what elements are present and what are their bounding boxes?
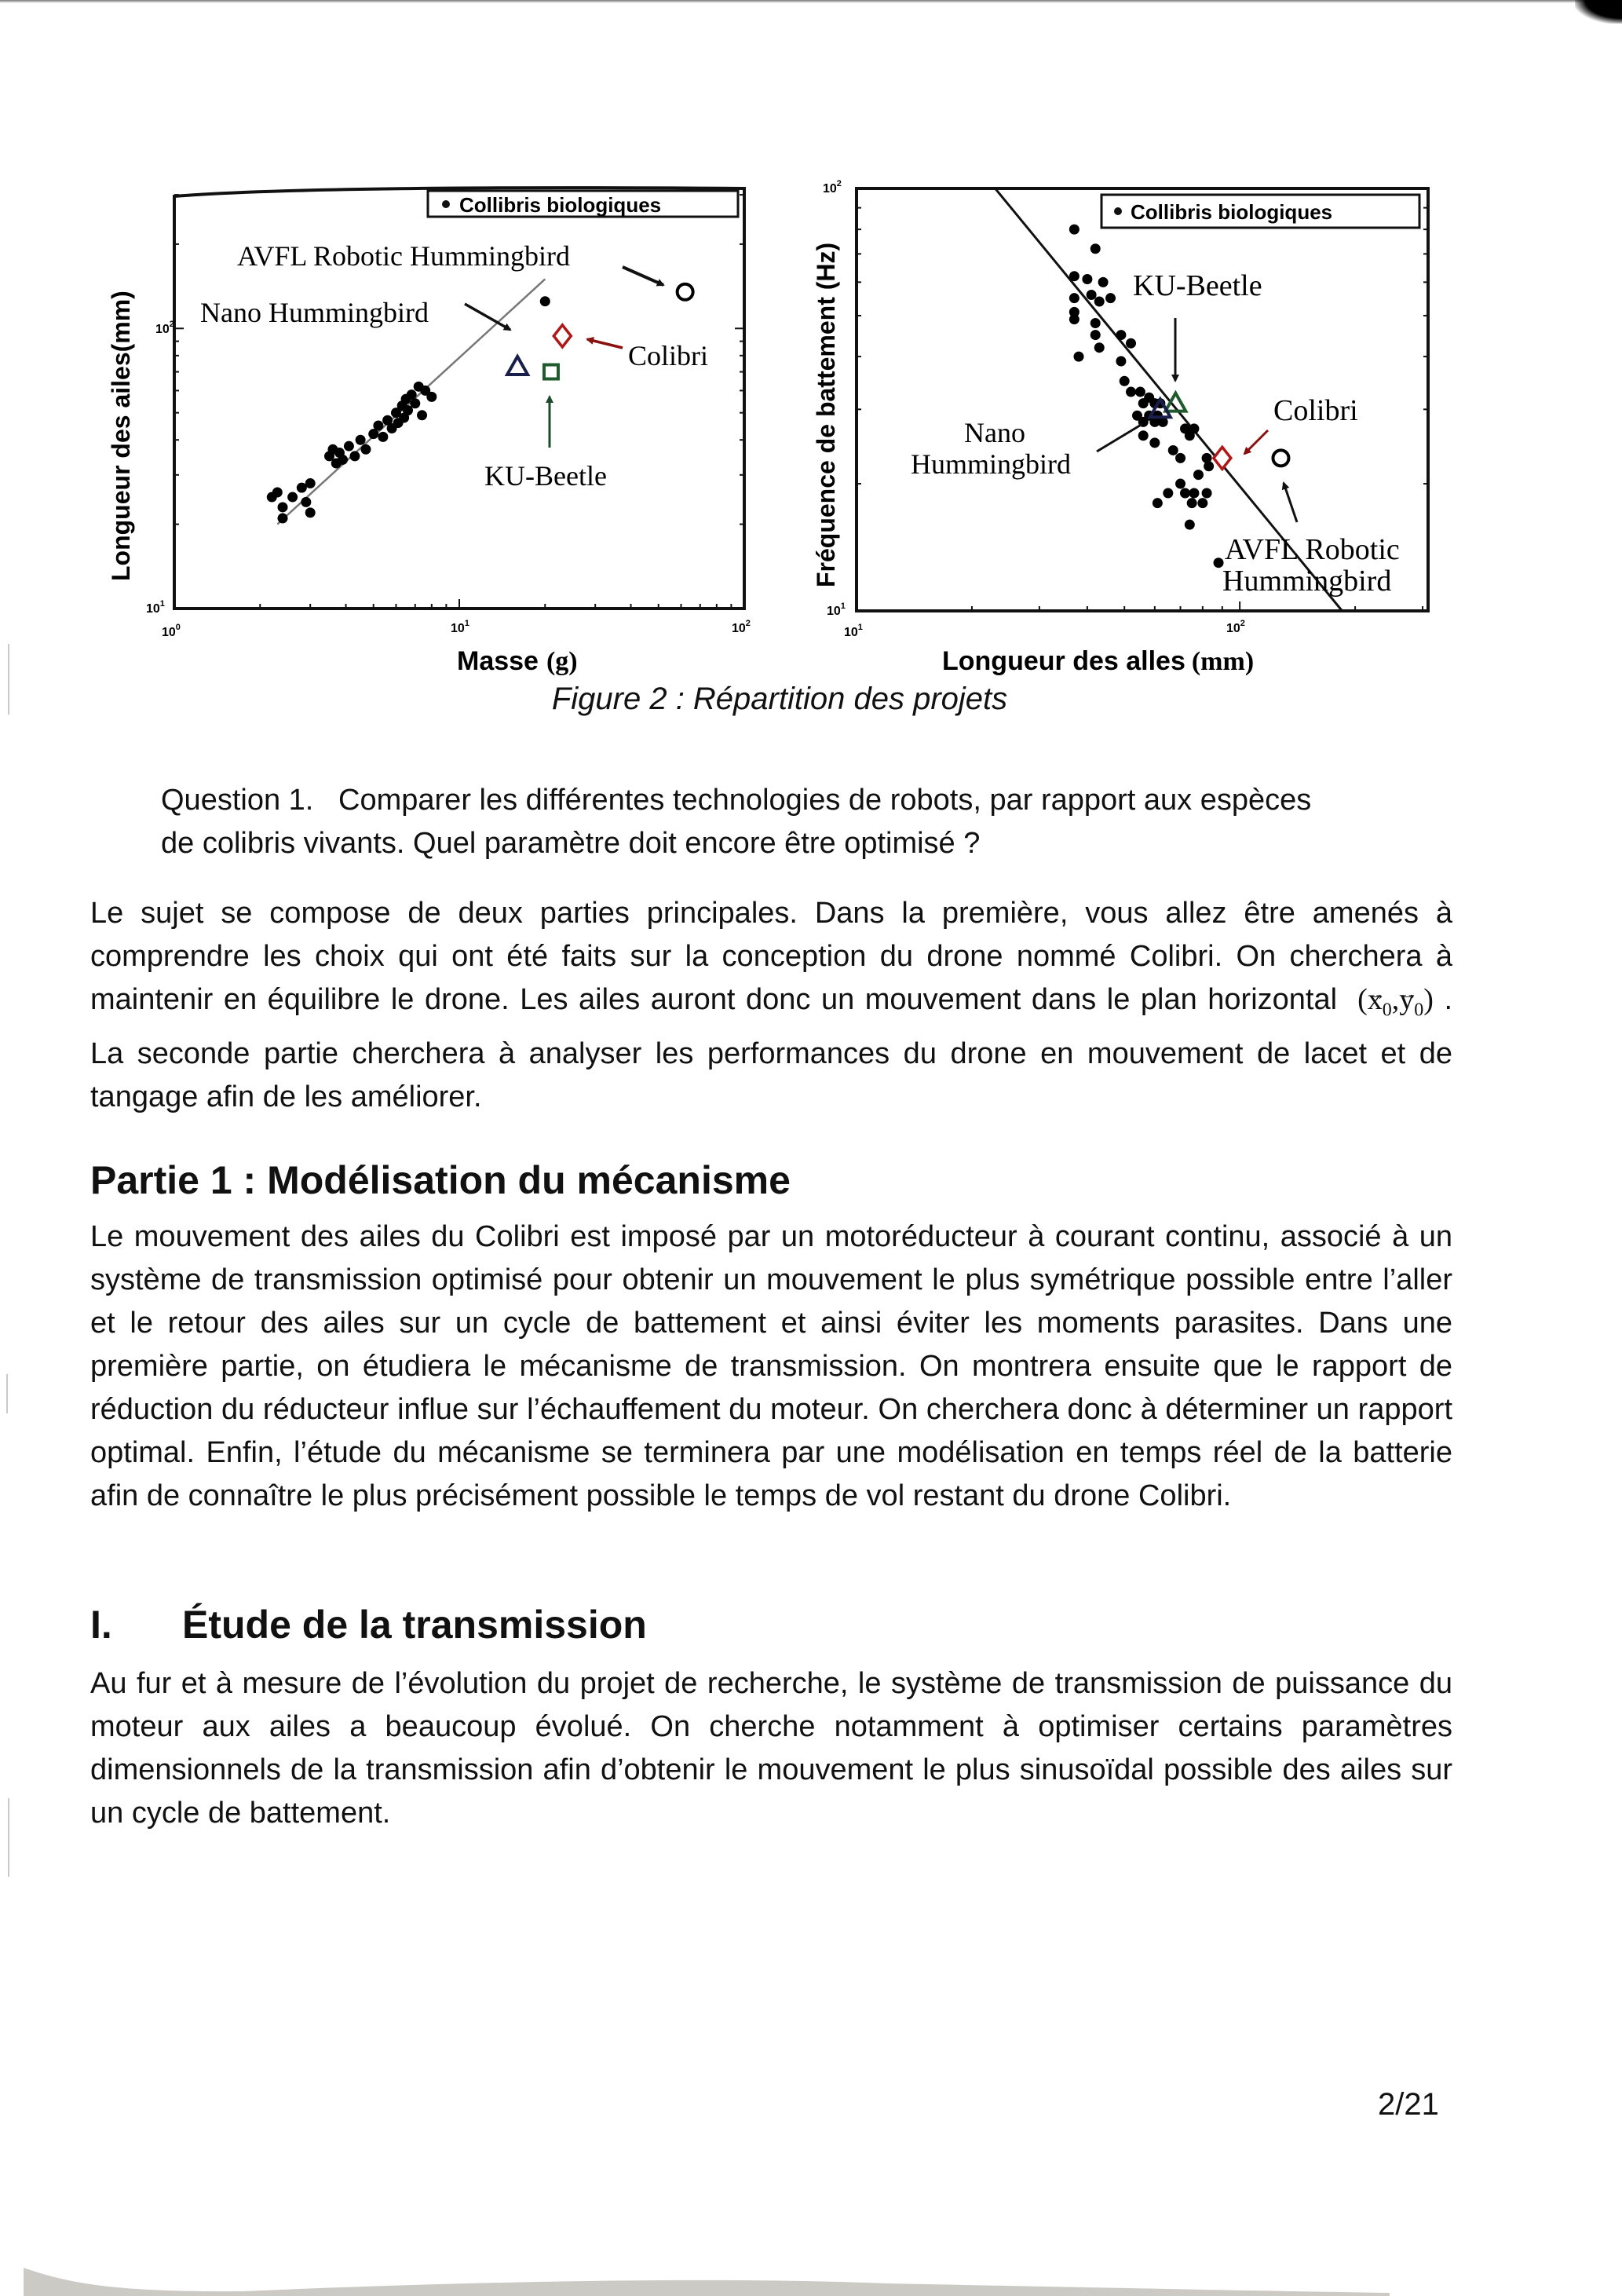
filled-circle-marker-icon [1149,437,1160,448]
filled-circle-marker-icon [1082,274,1092,284]
filled-circle-marker-icon [1090,330,1101,340]
margin-mark [6,1374,8,1413]
filled-circle-marker-icon [272,487,283,497]
y-axis-label: Fréquence de battement (Hz) [812,242,840,587]
section-title: Étude de la transmission [182,1603,647,1647]
filled-circle-marker-icon [1204,461,1214,471]
pointer-line [1097,424,1142,452]
annotation-nano-line2: Hummingbird [911,448,1071,480]
filled-circle-marker-icon [301,497,311,507]
filled-circle-marker-icon [1135,387,1145,397]
tick-x-100: $10^2$ [732,619,751,635]
open-diamond-marker-icon [1214,447,1231,469]
filled-circle-marker-icon [1153,498,1163,508]
filled-circle-marker-icon [1180,488,1190,499]
filled-circle-marker-icon [344,441,354,452]
y-axis-label: Longueur des ailes(mm) [107,291,135,581]
tick-x-100: $10^2$ [1226,619,1245,635]
annotation-ku-beetle: KU-Beetle [1133,269,1262,302]
filled-circle-marker-icon [287,492,298,503]
open-circle-marker-icon [678,284,693,300]
filled-circle-marker-icon [1098,277,1109,287]
tick-x-10: $10^1$ [844,623,863,639]
filled-circle-marker-icon [1163,488,1173,499]
section-number: I. [90,1603,112,1647]
filled-circle-marker-icon [1069,271,1080,281]
tick-y-100: $10^2$ [155,320,174,336]
filled-circle-marker-icon [378,432,388,442]
arrow-icon [1284,483,1297,522]
arrow-icon [587,339,623,348]
filled-circle-marker-icon [1069,314,1080,324]
tick-y-10: $10^1$ [146,599,165,616]
part-1-heading: Partie 1 : Modélisation du mécanisme [90,1158,791,1202]
annotation-colibri: Colibri [628,340,709,371]
filled-circle-marker-icon [1202,488,1212,499]
filled-circle-marker-icon [1116,330,1126,340]
filled-circle-marker-icon [305,478,316,488]
filled-circle-marker-icon [278,514,288,524]
filled-circle-marker-icon [305,507,316,517]
open-triangle-marker-icon [507,356,528,375]
filled-circle-marker-icon [1094,342,1105,353]
question-text-line1: Comparer les différentes technologies de robots, par rapport aux espèces [338,784,1312,817]
tick-x-1: $10^0$ [162,623,181,639]
legend-dot-icon [442,200,450,208]
filled-circle-marker-icon [349,451,360,461]
margin-mark [8,1798,9,1877]
filled-circle-marker-icon [1126,338,1136,349]
filled-circle-marker-icon [1189,488,1199,499]
filled-circle-marker-icon [1185,520,1195,530]
filled-circle-marker-icon [1138,430,1149,441]
filled-circle-marker-icon [1116,356,1126,367]
filled-circle-marker-icon [407,389,417,400]
intro-paragraph [90,892,1452,1119]
open-square-marker-icon [544,365,558,379]
open-diamond-marker-icon [553,325,571,347]
question-text-line2: de colibris vivants. Quel paramètre doit encore être optimisé ? [161,827,981,860]
chart-mass-vs-wing-length [107,188,751,676]
filled-circle-marker-icon [1120,376,1130,386]
part-1-paragraph: Le mouvement des ailes du Colibri est imposé par un motoréducteur à courant continu, associé à un système de transmission optimisé pour obtenir un mouvement le plus symétrique possible entre l’aller et le retour des ailes sur un cycle de battement et ainsi éviter les moments parasites. Dans une première partie, on étudiera le mécanisme de transmission. On montrera ensuite que le rapport de réduction du réducteur influe sur l’échauffement du moteur. On cherchera donc à déterminer un rapport optimal. Enfin, l’étude du mécanisme se terminera par une modélisation en temps réel de la batterie afin de connaître le plus précisément possible le temps de vol restant du drone Colibri. [90,1220,1452,1512]
legend-dot-icon [1114,207,1122,215]
filled-circle-marker-icon [1175,479,1185,489]
filled-circle-marker-icon [1087,290,1097,300]
annotation-nano: Nano Hummingbird [200,297,429,328]
figure-caption [0,682,1622,717]
question-label: Question 1. [161,784,314,817]
filled-circle-marker-icon [373,420,383,430]
annotation-avfl-line1: AVFL Robotic [1225,533,1400,566]
filled-circle-marker-icon [1105,293,1116,303]
scan-bottom-edge [24,2265,1390,2296]
open-circle-marker-icon [1273,450,1288,466]
filled-circle-marker-icon [1069,293,1080,303]
filled-circle-marker-icon [356,435,366,445]
filled-circle-marker-icon [1090,318,1101,328]
math-plane: (→ $x_0,\to y_0$) [1348,983,1434,1016]
annotation-nano-line1: Nano [964,417,1025,448]
x-minor-ticks [174,599,744,609]
filled-circle-marker-icon [338,455,348,465]
filled-circle-marker-icon [1126,387,1136,397]
chart-wing-length-vs-frequency [812,179,1428,676]
filled-circle-marker-icon [278,502,288,512]
filled-circle-marker-icon [1197,498,1207,508]
annotation-avfl: AVFL Robotic Hummingbird [237,240,571,272]
page-number: 2/21 [1378,2087,1439,2122]
legend [428,191,738,217]
filled-circle-marker-icon [1175,453,1185,463]
filled-circle-marker-icon [540,296,550,306]
figure-2 [0,0,1622,722]
arrow-icon [1244,430,1268,454]
tick-y-10: $10^1$ [827,601,846,618]
filled-circle-marker-icon [1189,423,1199,433]
annotation-avfl-line2: Hummingbird [1222,565,1392,598]
tick-x-10: $10^1$ [451,619,469,635]
annotation-colibri: Colibri [1273,394,1358,427]
intro-text-continued: . La seconde partie cherchera à analyser les performances du drone en mouvement de lacet et de tangage afin de les améliorer. [90,983,1453,1113]
filled-circle-marker-icon [417,410,427,420]
filled-circle-marker-icon [1090,243,1101,254]
figure-caption-text: Figure 2 : Répartition des projets [551,682,1008,716]
question-1 [161,779,1464,865]
filled-circle-marker-icon [1168,445,1178,455]
filled-circle-marker-icon [360,444,371,455]
section-1-heading [90,1602,647,1647]
filled-circle-marker-icon [1187,498,1197,508]
filled-circle-marker-icon [1193,470,1204,480]
filled-circle-marker-icon [1094,296,1105,306]
x-axis-label: Masse (g) [457,646,578,676]
filled-circle-marker-icon [1074,352,1084,362]
x-axis-label: Longueur des alles (mm) [942,646,1255,676]
legend-label: Collibris biologiques [459,193,662,217]
legend [1101,195,1419,228]
arrow-icon [623,267,663,285]
filled-circle-marker-icon [1069,225,1080,235]
section-1-paragraph: Au fur et à mesure de l’évolution du projet de recherche, le système de transmission de puissance du moteur aux ailes a beaucoup évolué. On cherche notamment à optimiser certains paramètres dimensionnels de la transmission afin d’obtenir le mouvement le plus sinusoïdal possible des ailes sur un cycle de battement. [90,1667,1452,1830]
filled-circle-marker-icon [426,392,437,402]
tick-y-100: $10^2$ [823,179,842,196]
annotation-ku-beetle: KU-Beetle [484,460,607,492]
intro-text: Le sujet se compose de deux parties principales. Dans la première, vous allez être amenés à comprendre les choix qui ont été faits sur la conception du drone nommé Colibri. On cherchera à maintenir en équilibre le drone. Les ailes auront donc un mouvement dans le plan horizontal [90,897,1452,1016]
legend-label: Collibris biologiques [1131,200,1333,224]
filled-circle-marker-icon [410,398,420,408]
